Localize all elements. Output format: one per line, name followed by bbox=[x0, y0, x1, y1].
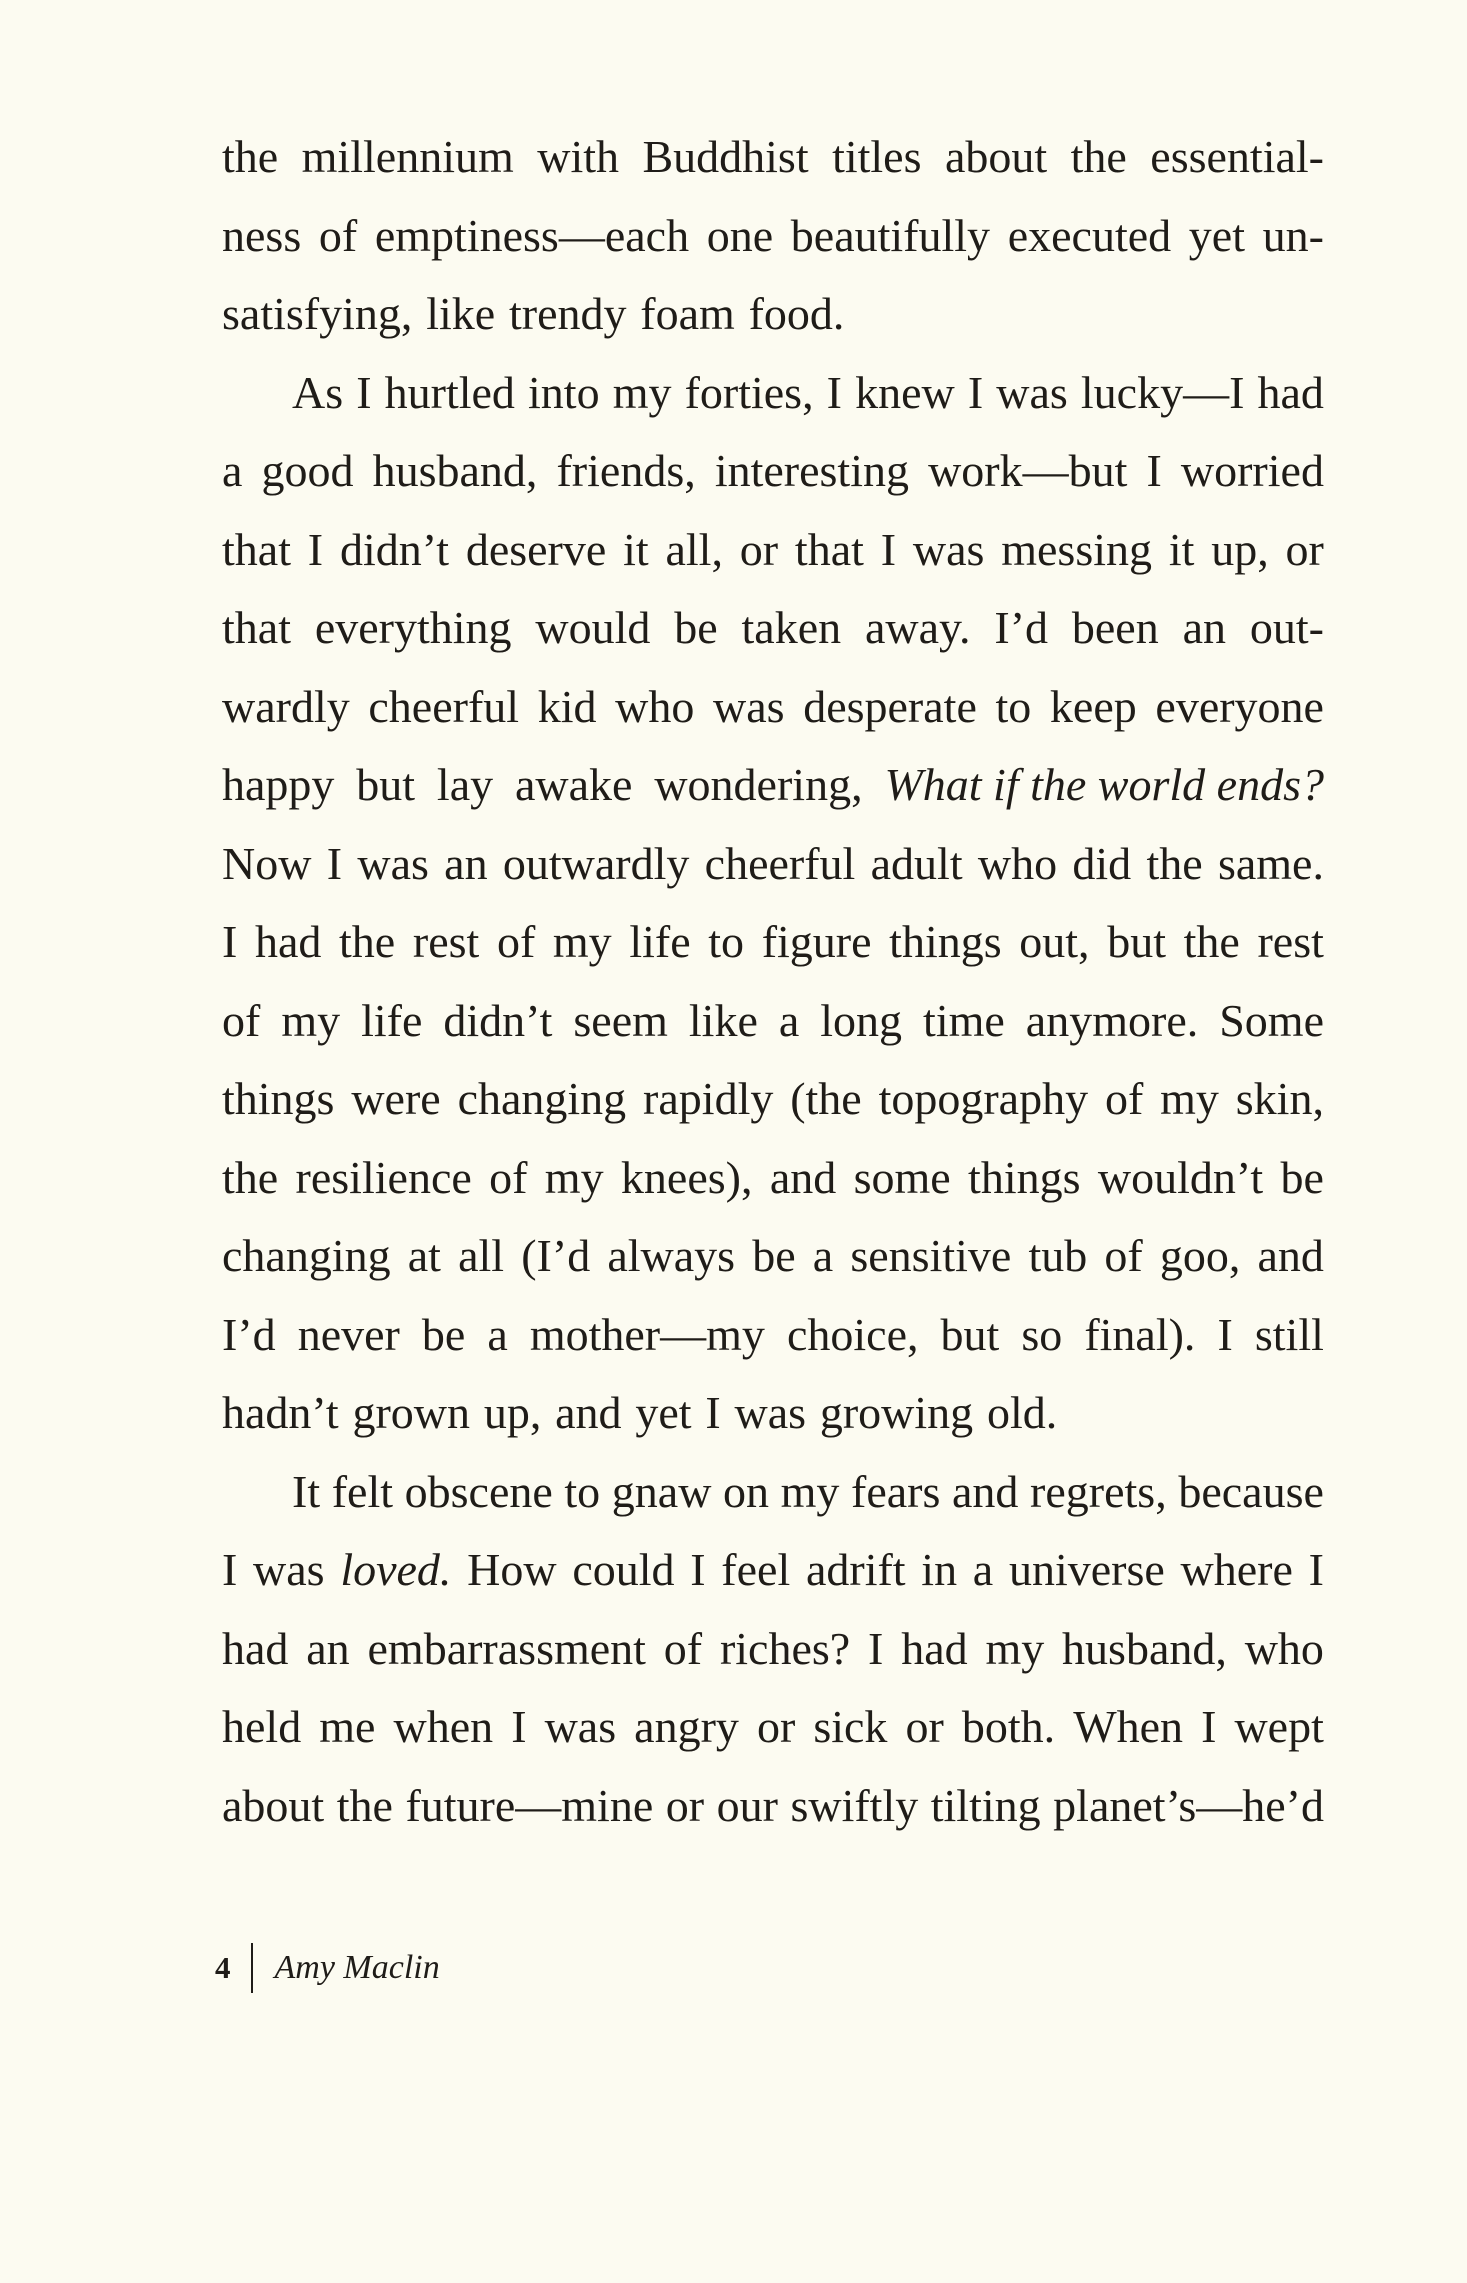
word: of bbox=[1104, 1230, 1143, 1281]
word: of bbox=[496, 916, 536, 967]
word: planet’s—he’d bbox=[1053, 1779, 1324, 1831]
word: obscene bbox=[404, 1465, 553, 1517]
word: who bbox=[615, 680, 695, 732]
word: keep bbox=[1049, 680, 1137, 732]
word: when bbox=[393, 1701, 494, 1752]
word: but bbox=[940, 1308, 1000, 1360]
word: kid bbox=[537, 680, 597, 732]
word: How bbox=[467, 1544, 557, 1595]
text-line bbox=[222, 1453, 1324, 1532]
word: things bbox=[222, 1073, 335, 1124]
word: choice, bbox=[786, 1308, 919, 1360]
word: a bbox=[812, 1230, 834, 1281]
word: that bbox=[222, 602, 291, 653]
word: life bbox=[629, 916, 691, 967]
word: an bbox=[1182, 602, 1226, 653]
text-line bbox=[222, 1531, 1324, 1610]
word: millennium bbox=[301, 131, 514, 182]
word: me bbox=[319, 1701, 376, 1752]
word: good bbox=[261, 445, 354, 496]
word: I bbox=[356, 366, 372, 418]
word: on bbox=[723, 1465, 770, 1517]
word: skin, bbox=[1235, 1073, 1324, 1124]
word: a bbox=[487, 1308, 508, 1360]
text-line bbox=[222, 432, 1324, 511]
word: desperate bbox=[803, 680, 977, 732]
word: trendy bbox=[508, 288, 627, 339]
page-footer bbox=[215, 1940, 440, 1996]
word: I bbox=[690, 1544, 706, 1595]
word: rapidly bbox=[643, 1073, 774, 1124]
text-line bbox=[222, 1688, 1324, 1767]
word: knew bbox=[855, 366, 955, 418]
word: Buddhist bbox=[642, 131, 809, 182]
word: but bbox=[356, 759, 416, 810]
word: be bbox=[674, 602, 718, 653]
word: had bbox=[254, 916, 322, 967]
word: my bbox=[281, 994, 341, 1046]
word: the bbox=[222, 131, 279, 182]
text-line bbox=[222, 746, 1324, 825]
word: it bbox=[1168, 523, 1195, 575]
word: tilting bbox=[930, 1779, 1041, 1831]
page-number: 4 bbox=[215, 1950, 231, 1985]
footer-divider bbox=[251, 1943, 253, 1993]
word: some bbox=[853, 1151, 951, 1203]
word: beautifully bbox=[790, 209, 991, 261]
word: the bbox=[1070, 131, 1127, 182]
word: or bbox=[665, 1779, 705, 1831]
word: in bbox=[921, 1544, 958, 1595]
word: happy bbox=[222, 759, 335, 810]
word: future—mine bbox=[405, 1779, 654, 1831]
word: cheerful bbox=[704, 837, 856, 889]
word: final). bbox=[1084, 1308, 1196, 1360]
text-line bbox=[222, 903, 1324, 982]
word: the bbox=[339, 916, 396, 967]
word: everyone bbox=[1155, 680, 1324, 732]
word: I bbox=[880, 523, 897, 575]
word: was bbox=[734, 1387, 807, 1438]
word: forties, bbox=[684, 366, 814, 418]
word: knees), bbox=[620, 1151, 753, 1203]
word: grown bbox=[352, 1387, 471, 1438]
word: feel bbox=[721, 1544, 791, 1595]
word: essential- bbox=[1150, 131, 1324, 182]
word: was bbox=[713, 680, 785, 732]
text-line bbox=[222, 1217, 1324, 1296]
word: that bbox=[222, 523, 291, 575]
word: of bbox=[222, 994, 261, 1046]
text-line bbox=[222, 982, 1324, 1061]
word: outwardly bbox=[502, 837, 690, 889]
word: regrets, bbox=[1030, 1465, 1167, 1517]
word: food. bbox=[748, 288, 845, 339]
text-line bbox=[222, 1139, 1324, 1218]
word: lucky—I bbox=[1080, 366, 1245, 418]
word: where bbox=[1180, 1544, 1293, 1595]
text-line bbox=[222, 354, 1324, 433]
word: and bbox=[1257, 1230, 1324, 1281]
word: that bbox=[794, 523, 864, 575]
text-line bbox=[222, 1374, 1324, 1453]
word: husband, bbox=[372, 445, 538, 496]
word: was bbox=[357, 837, 429, 889]
word: had bbox=[222, 1622, 289, 1674]
word: riches? bbox=[719, 1622, 851, 1674]
word: satisfying, bbox=[222, 288, 413, 339]
word: wardly bbox=[222, 680, 350, 732]
word: out- bbox=[1249, 602, 1324, 653]
word: lay bbox=[436, 759, 494, 810]
word: I bbox=[1201, 1701, 1217, 1752]
word: deserve bbox=[465, 523, 607, 575]
word: it bbox=[623, 523, 649, 575]
word: I bbox=[967, 366, 984, 418]
word: a bbox=[972, 1544, 994, 1595]
word: wouldn’t bbox=[1097, 1151, 1264, 1203]
word: with bbox=[537, 131, 619, 182]
text-line bbox=[222, 1767, 1324, 1846]
word: long bbox=[820, 994, 903, 1046]
word: and bbox=[555, 1387, 622, 1438]
word: time bbox=[923, 994, 1005, 1046]
text-line bbox=[222, 1296, 1324, 1375]
word: up, bbox=[1211, 523, 1269, 575]
word: (the bbox=[790, 1073, 862, 1124]
word: because bbox=[1178, 1465, 1324, 1517]
word: of bbox=[663, 1622, 703, 1674]
text-line bbox=[222, 197, 1324, 276]
text-line bbox=[222, 118, 1324, 197]
word: our bbox=[716, 1779, 778, 1831]
word: could bbox=[572, 1544, 675, 1595]
word: seem bbox=[573, 994, 668, 1046]
word: didn’t bbox=[443, 994, 553, 1046]
word: always bbox=[607, 1230, 736, 1281]
word: and bbox=[769, 1151, 837, 1203]
word: friends, bbox=[556, 445, 696, 496]
text-line bbox=[222, 1610, 1324, 1689]
text-line bbox=[222, 1060, 1324, 1139]
word: and bbox=[952, 1465, 1019, 1517]
word: didn’t bbox=[339, 523, 449, 575]
word: did bbox=[1072, 837, 1132, 889]
word: I bbox=[826, 366, 842, 418]
word: the bbox=[336, 1779, 393, 1831]
word: gnaw bbox=[611, 1465, 712, 1517]
body-text bbox=[222, 118, 1324, 1845]
word: I bbox=[511, 1701, 527, 1752]
word: a bbox=[222, 445, 243, 496]
word: topography bbox=[878, 1073, 1089, 1124]
word: wondering, bbox=[654, 759, 863, 810]
text-line bbox=[222, 668, 1324, 747]
word: resilience bbox=[295, 1151, 472, 1203]
word: messing bbox=[1001, 523, 1152, 575]
word: Now bbox=[222, 837, 312, 889]
word: had bbox=[901, 1622, 968, 1674]
text-line bbox=[222, 589, 1324, 668]
word: adrift bbox=[805, 1544, 906, 1595]
italic-word: loved. bbox=[340, 1544, 452, 1595]
word: my bbox=[544, 1151, 604, 1203]
word: would bbox=[535, 602, 651, 653]
word: un- bbox=[1262, 209, 1324, 261]
word: so bbox=[1021, 1308, 1063, 1360]
word: was bbox=[996, 366, 1068, 418]
word: growing bbox=[819, 1387, 974, 1438]
word: one bbox=[706, 209, 774, 261]
word: When bbox=[1073, 1701, 1184, 1752]
word: never bbox=[297, 1308, 400, 1360]
word: had bbox=[1257, 366, 1324, 418]
word: to bbox=[708, 916, 745, 967]
word: an bbox=[306, 1622, 350, 1674]
text-line bbox=[222, 511, 1324, 590]
word: rest bbox=[412, 916, 480, 967]
word: or bbox=[756, 1701, 796, 1752]
word: up, bbox=[483, 1387, 542, 1438]
word: tub bbox=[1028, 1230, 1088, 1281]
word: I bbox=[307, 523, 324, 575]
word: was bbox=[253, 1544, 325, 1595]
running-head-author: Amy Maclin bbox=[274, 1949, 440, 1986]
word: my bbox=[985, 1622, 1045, 1674]
word: of bbox=[489, 1151, 528, 1203]
word: I bbox=[326, 837, 343, 889]
word: interesting bbox=[714, 445, 909, 496]
word: ness bbox=[222, 209, 302, 261]
word: felt bbox=[331, 1465, 394, 1517]
word: adult bbox=[870, 837, 963, 889]
word: I bbox=[705, 1387, 721, 1438]
word: I bbox=[1146, 445, 1162, 496]
word: was bbox=[912, 523, 985, 575]
word: all bbox=[458, 1230, 505, 1281]
word: of bbox=[1104, 1073, 1144, 1124]
word: or bbox=[905, 1701, 944, 1752]
word: about bbox=[222, 1779, 325, 1831]
word: (I’d bbox=[521, 1230, 591, 1281]
word: still bbox=[1254, 1308, 1324, 1360]
word: an bbox=[444, 837, 488, 889]
word: but bbox=[1107, 916, 1166, 967]
word: Some bbox=[1219, 994, 1324, 1046]
word: sensitive bbox=[850, 1230, 1012, 1281]
word: my bbox=[1160, 1073, 1219, 1124]
word: I bbox=[1308, 1544, 1324, 1595]
word: a bbox=[778, 994, 800, 1046]
word: I bbox=[1217, 1308, 1233, 1360]
word: angry bbox=[634, 1701, 739, 1752]
word: held bbox=[222, 1701, 302, 1752]
word: foam bbox=[640, 288, 735, 339]
word: embarrassment bbox=[367, 1622, 646, 1674]
word: taken bbox=[741, 602, 842, 653]
word: worried bbox=[1180, 445, 1324, 496]
word: things bbox=[889, 916, 1002, 967]
word: hadn’t bbox=[222, 1387, 339, 1438]
word: yet bbox=[635, 1387, 692, 1438]
word: into bbox=[528, 366, 600, 418]
word: same. bbox=[1217, 837, 1324, 889]
word: changing bbox=[222, 1230, 391, 1281]
word: who bbox=[1244, 1622, 1324, 1674]
word: anymore. bbox=[1025, 994, 1199, 1046]
word: I’d bbox=[222, 1308, 276, 1360]
word: were bbox=[351, 1073, 441, 1124]
word: or bbox=[1285, 523, 1324, 575]
word: the bbox=[1146, 837, 1203, 889]
italic-phrase: What if the world ends? bbox=[884, 759, 1324, 810]
word: executed bbox=[1007, 209, 1172, 261]
word: universe bbox=[1008, 1544, 1165, 1595]
word: sick bbox=[813, 1701, 888, 1752]
word: was bbox=[544, 1701, 617, 1752]
word: life bbox=[361, 994, 423, 1046]
word: awake bbox=[514, 759, 633, 810]
word: titles bbox=[832, 131, 922, 182]
word: As bbox=[292, 366, 344, 418]
word: wept bbox=[1234, 1701, 1324, 1752]
text-line bbox=[222, 275, 1324, 354]
word: the bbox=[1183, 916, 1240, 967]
word: to bbox=[564, 1465, 601, 1517]
word: old. bbox=[986, 1387, 1058, 1438]
text-line bbox=[222, 825, 1324, 904]
word: mother—my bbox=[529, 1308, 765, 1360]
word: hurtled bbox=[384, 366, 515, 418]
word: changing bbox=[457, 1073, 627, 1124]
word: my bbox=[612, 366, 672, 418]
word: my bbox=[552, 916, 612, 967]
word: about bbox=[944, 131, 1048, 182]
word: at bbox=[407, 1230, 441, 1281]
word: or bbox=[739, 523, 779, 575]
word: be bbox=[1280, 1151, 1324, 1203]
word: all, bbox=[665, 523, 723, 575]
word: I bbox=[222, 916, 238, 967]
word: swiftly bbox=[790, 1779, 919, 1831]
word: to bbox=[995, 680, 1032, 732]
word: like bbox=[688, 994, 758, 1046]
word: It bbox=[292, 1465, 321, 1517]
word: yet bbox=[1188, 209, 1245, 261]
word: away. bbox=[864, 602, 971, 653]
word: rest bbox=[1257, 916, 1324, 967]
word: like bbox=[426, 288, 496, 339]
word: work—but bbox=[928, 445, 1128, 496]
word: husband, bbox=[1062, 1622, 1227, 1674]
word: both. bbox=[961, 1701, 1056, 1752]
word: cheerful bbox=[368, 680, 520, 732]
word: everything bbox=[314, 602, 512, 653]
word: I bbox=[868, 1622, 884, 1674]
word: who bbox=[977, 837, 1058, 889]
word: I bbox=[222, 1544, 238, 1595]
word: the bbox=[222, 1151, 279, 1203]
word: I’d bbox=[994, 602, 1049, 653]
word: my bbox=[780, 1465, 840, 1517]
word: be bbox=[421, 1308, 466, 1360]
word: of bbox=[318, 209, 358, 261]
word: figure bbox=[761, 916, 872, 967]
word: out, bbox=[1019, 916, 1090, 967]
word: goo, bbox=[1159, 1230, 1241, 1281]
word: been bbox=[1071, 602, 1159, 653]
word: things bbox=[968, 1151, 1081, 1203]
word: fears bbox=[851, 1465, 941, 1517]
word: be bbox=[752, 1230, 796, 1281]
word: emptiness—each bbox=[374, 209, 690, 261]
